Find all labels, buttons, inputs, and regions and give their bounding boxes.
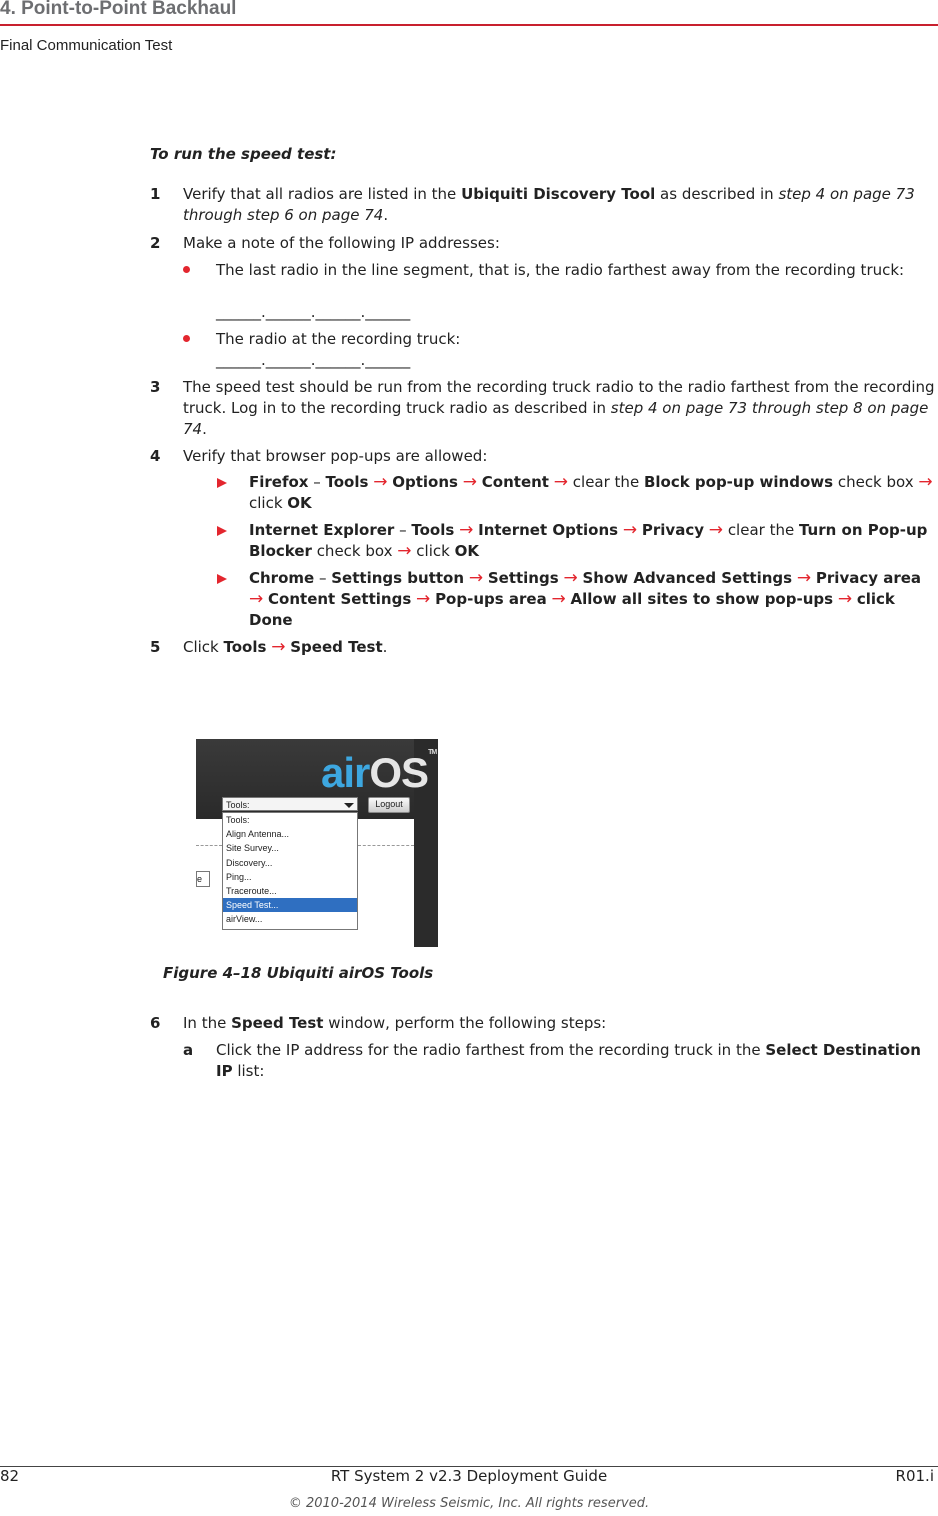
step-number: 1 — [150, 185, 161, 203]
arrow-icon: → — [249, 589, 264, 609]
step-number: 3 — [150, 378, 161, 396]
bullet-dot-icon — [183, 266, 190, 273]
arrow-icon: → — [459, 520, 474, 540]
firefox-instructions: Firefox – Tools → Options → Content → clear the Block pop-up windows check box → click OK — [249, 472, 933, 512]
arrow-icon: → — [373, 472, 388, 492]
dropdown-item[interactable]: Site Survey... — [226, 843, 279, 854]
page-number: 82 — [0, 1467, 20, 1485]
header-rule — [0, 24, 938, 26]
arrow-icon: → — [462, 472, 477, 492]
arrow-icon: → — [918, 472, 933, 492]
bullet-text: The last radio in the line segment, that is, the radio farthest away from the recording truck: — [216, 261, 905, 279]
chrome-instructions: Chrome – Settings button → Settings → Show Advanced Settings → Privacy area → Content Settings → Pop-ups area → Allow all sites to show pop-ups → click Done — [249, 568, 922, 629]
step-2-text: Make a note of the following IP addresses: — [183, 234, 500, 252]
tools-dropdown-list — [222, 812, 358, 930]
arrow-icon: → — [563, 568, 578, 588]
triangle-bullet-icon — [217, 478, 227, 488]
step-4-text: Verify that browser pop-ups are allowed: — [183, 447, 488, 465]
chapter-title: 4. Point-to-Point Backhaul — [0, 0, 237, 19]
step-1-text: Verify that all radios are listed in the Ubiquiti Discovery Tool as described in step 4 on page 73 through step 6 on page 74. — [183, 185, 915, 224]
step-number: 6 — [150, 1014, 161, 1032]
divider — [358, 845, 414, 846]
bullet-dot-icon — [183, 335, 190, 342]
arrow-icon: → — [622, 520, 638, 540]
section-title: Final Communication Test — [0, 37, 173, 54]
dropdown-item[interactable]: Ping... — [226, 871, 252, 882]
arrow-icon: → — [397, 541, 412, 561]
partial-button[interactable]: e — [196, 871, 210, 887]
divider — [196, 845, 222, 846]
step-number: 2 — [150, 234, 161, 252]
dropdown-item-speed-test[interactable]: Speed Test... — [223, 898, 357, 912]
arrow-icon: → — [796, 568, 812, 588]
dropdown-item[interactable]: Discovery... — [226, 857, 273, 868]
triangle-bullet-icon — [217, 574, 227, 584]
ip-blank-line: ______.______.______.______ — [216, 351, 411, 369]
arrow-icon: → — [551, 589, 566, 609]
dropdown-item[interactable]: Align Antenna... — [226, 829, 290, 840]
dropdown-item[interactable]: Traceroute... — [226, 885, 277, 896]
ip-blank-line: ______.______.______.______ — [216, 303, 411, 321]
step-5-text: Click Tools → Speed Test. — [183, 637, 388, 657]
ie-instructions: Internet Explorer – Tools → Internet Options → Privacy → clear the Turn on Pop-up Blocker check box → click OK — [249, 520, 928, 561]
cross-reference-link[interactable]: step 4 on page 73 through step 8 on page 74 — [183, 399, 929, 438]
airos-tools-screenshot — [196, 739, 438, 947]
step-6-text: In the Speed Test window, perform the following steps: — [183, 1014, 607, 1032]
logout-button[interactable]: Logout — [368, 797, 410, 813]
arrow-icon: → — [708, 520, 724, 540]
tools-select[interactable]: Tools: — [222, 797, 358, 811]
arrow-icon: → — [416, 589, 431, 609]
step-3-text: The speed test should be run from the recording truck radio to the radio farthest from the recording truck. Log in to the recording truck radio as described in step 4 on page 73 through step 8 on page 74. — [183, 378, 935, 438]
figure-caption: Figure 4–18 Ubiquiti airOS Tools — [163, 964, 434, 982]
bullet-text: The radio at the recording truck: — [216, 330, 461, 348]
arrow-icon: → — [837, 589, 853, 609]
arrow-icon: → — [271, 637, 286, 657]
procedure-heading: To run the speed test: — [150, 145, 337, 163]
arrow-icon: → — [553, 472, 568, 492]
dropdown-item[interactable]: Tools: — [226, 815, 250, 825]
sub-step-letter: a — [183, 1041, 194, 1059]
chevron-down-icon — [344, 803, 354, 808]
document-title: RT System 2 v2.3 Deployment Guide — [330, 1467, 608, 1485]
step-number: 4 — [150, 447, 161, 465]
step-number: 5 — [150, 638, 161, 656]
cross-reference-link[interactable]: step 4 on page 73 through step 6 on page 74 — [183, 185, 915, 224]
dropdown-item[interactable]: airView... — [226, 914, 263, 925]
copyright: © 2010-2014 Wireless Seismic, Inc. All rights reserved. — [288, 1496, 650, 1511]
airos-logo: airOS™ — [321, 749, 437, 796]
arrow-icon: → — [468, 568, 484, 588]
sub-step-a-text: Click the IP address for the radio farthest from the recording truck in the Select Destination IP list: — [216, 1041, 921, 1080]
triangle-bullet-icon — [217, 526, 227, 536]
revision: R01.i — [895, 1467, 934, 1485]
